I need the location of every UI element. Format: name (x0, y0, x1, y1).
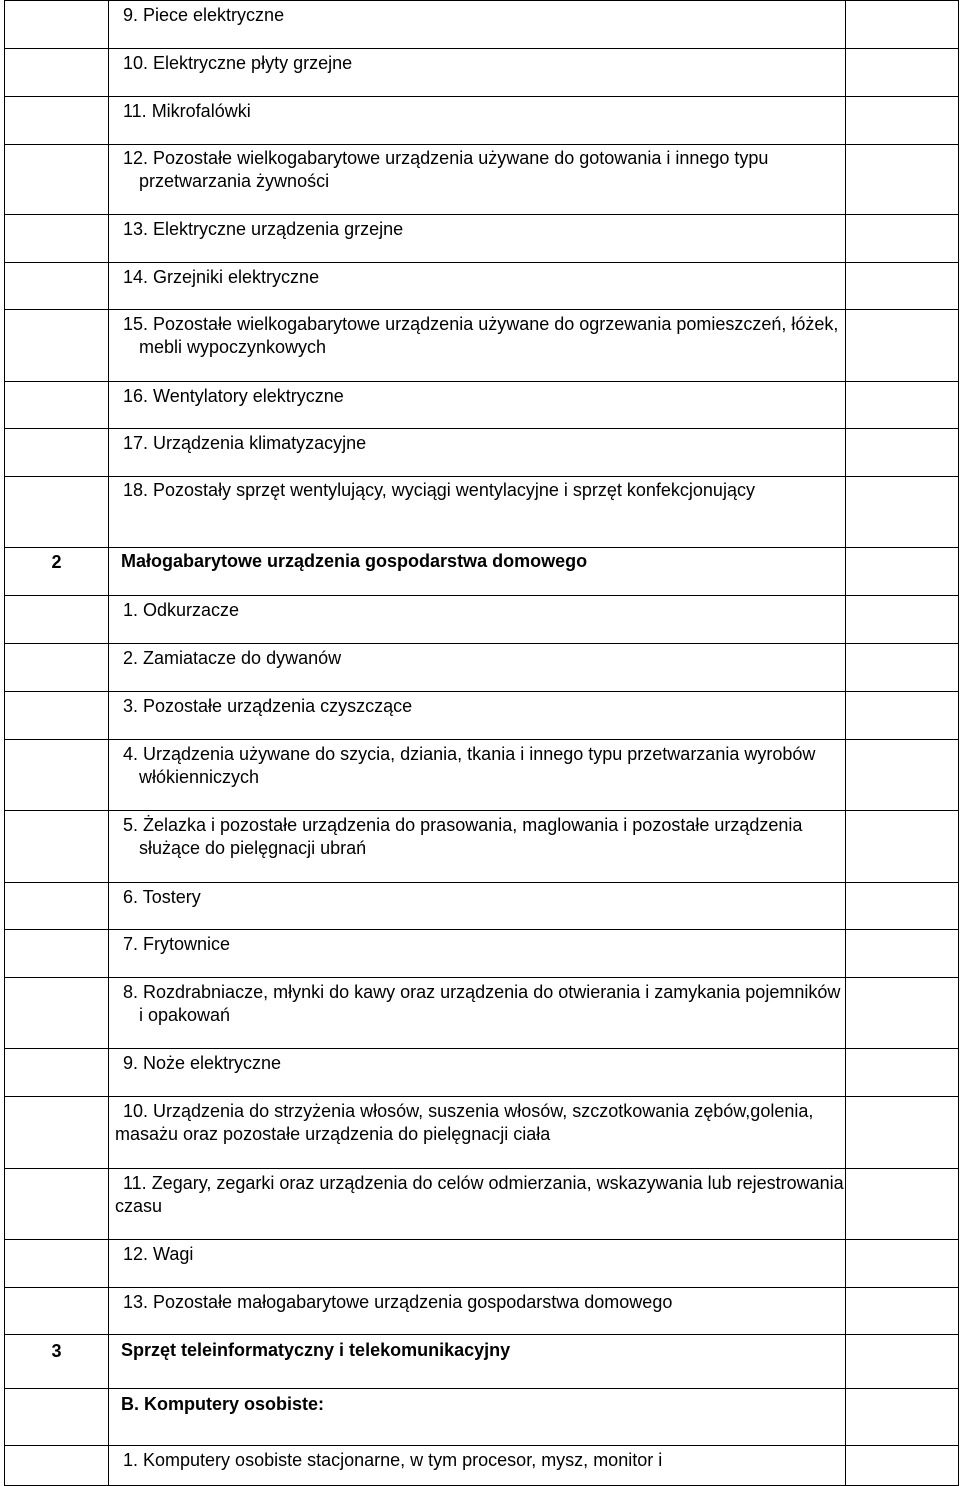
empty-cell (846, 692, 959, 740)
row-number (5, 310, 109, 382)
table-row (5, 1446, 959, 1486)
subcategory-row (5, 1389, 959, 1446)
table-row (5, 930, 959, 978)
table-row (5, 477, 959, 548)
item-text: 16. Wentylatory elektryczne (109, 382, 846, 429)
table-row (5, 644, 959, 692)
item-text: 9. Piece elektryczne (109, 1, 846, 49)
empty-cell (846, 883, 959, 930)
empty-cell (846, 1, 959, 49)
empty-cell (846, 1335, 959, 1389)
table-row (5, 97, 959, 145)
item-text: 17. Urządzenia klimatyzacyjne (109, 429, 846, 477)
table-row (5, 596, 959, 644)
empty-cell (846, 978, 959, 1049)
item-text: 12. Pozostałe wielkogabarytowe urządzenia używane do gotowania i innego typu przetwarzania żywności (109, 145, 846, 215)
table-row (5, 1169, 959, 1240)
row-number (5, 692, 109, 740)
table-row (5, 1097, 959, 1169)
row-number (5, 1097, 109, 1169)
row-number (5, 145, 109, 215)
empty-cell (846, 1446, 959, 1486)
table-row (5, 263, 959, 310)
empty-cell (846, 1240, 959, 1288)
table-row (5, 1049, 959, 1097)
category-number: 3 (5, 1335, 109, 1389)
row-number (5, 811, 109, 883)
table-row (5, 692, 959, 740)
empty-cell (846, 811, 959, 883)
empty-cell (846, 310, 959, 382)
category-row (5, 1335, 959, 1389)
empty-cell (846, 596, 959, 644)
subcategory-title: B. Komputery osobiste: (109, 1389, 846, 1446)
empty-cell (846, 97, 959, 145)
table-row (5, 382, 959, 429)
row-number (5, 740, 109, 811)
empty-cell (846, 644, 959, 692)
empty-cell (846, 1049, 959, 1097)
table-row (5, 883, 959, 930)
empty-cell (846, 1097, 959, 1169)
item-text: 18. Pozostały sprzęt wentylujący, wyciągi wentylacyjne i sprzęt konfekcjonujący (109, 477, 846, 548)
row-number (5, 1, 109, 49)
empty-cell (846, 477, 959, 548)
category-title: Sprzęt teleinformatyczny i telekomunikacyjny (109, 1335, 846, 1389)
row-number (5, 883, 109, 930)
row-number (5, 596, 109, 644)
item-text: 8. Rozdrabniacze, młynki do kawy oraz urządzenia do otwierania i zamykania pojemników i opakowań (109, 978, 846, 1049)
category-number: 2 (5, 548, 109, 596)
table-row (5, 145, 959, 215)
category-row (5, 548, 959, 596)
row-number (5, 429, 109, 477)
item-text: 6. Tostery (109, 883, 846, 930)
row-number (5, 930, 109, 978)
item-text: 13. Pozostałe małogabarytowe urządzenia gospodarstwa domowego (109, 1288, 846, 1335)
item-text: 14. Grzejniki elektryczne (109, 263, 846, 310)
empty-cell (846, 1169, 959, 1240)
row-number (5, 1288, 109, 1335)
item-text: 12. Wagi (109, 1240, 846, 1288)
table-row (5, 49, 959, 97)
table-row (5, 740, 959, 811)
table-row (5, 1288, 959, 1335)
row-number (5, 1169, 109, 1240)
row-number (5, 1049, 109, 1097)
row-number (5, 263, 109, 310)
item-text: 9. Noże elektryczne (109, 1049, 846, 1097)
item-text: 3. Pozostałe urządzenia czyszczące (109, 692, 846, 740)
empty-cell (846, 145, 959, 215)
item-text: 11. Zegary, zegarki oraz urządzenia do celów odmierzania, wskazywania lub rejestrowania czasu (109, 1169, 846, 1240)
item-text: 2. Zamiatacze do dywanów (109, 644, 846, 692)
item-text: 7. Frytownice (109, 930, 846, 978)
row-number (5, 215, 109, 263)
table-row (5, 429, 959, 477)
category-title: Małogabarytowe urządzenia gospodarstwa domowego (109, 548, 846, 596)
row-number (5, 382, 109, 429)
empty-cell (846, 1288, 959, 1335)
empty-cell (846, 740, 959, 811)
row-number (5, 49, 109, 97)
empty-cell (846, 215, 959, 263)
item-text: 10. Urządzenia do strzyżenia włosów, suszenia włosów, szczotkowania zębów,golenia, masażu oraz pozostałe urządzenia do pielęgnacji ciała (109, 1097, 846, 1169)
table-row (5, 811, 959, 883)
item-text: 5. Żelazka i pozostałe urządzenia do prasowania, maglowania i pozostałe urządzenia służące do pielęgnacji ubrań (109, 811, 846, 883)
item-text: 11. Mikrofalówki (109, 97, 846, 145)
table-row (5, 1240, 959, 1288)
item-text: 1. Komputery osobiste stacjonarne, w tym procesor, mysz, monitor i (109, 1446, 846, 1486)
empty-cell (846, 930, 959, 978)
row-number (5, 978, 109, 1049)
item-text: 1. Odkurzacze (109, 596, 846, 644)
row-number (5, 1446, 109, 1486)
item-text: 15. Pozostałe wielkogabarytowe urządzenia używane do ogrzewania pomieszczeń, łóżek, mebli wypoczynkowych (109, 310, 846, 382)
row-number (5, 477, 109, 548)
row-number (5, 644, 109, 692)
empty-cell (846, 263, 959, 310)
empty-cell (846, 1389, 959, 1446)
row-number (5, 1389, 109, 1446)
empty-cell (846, 49, 959, 97)
waste-equipment-table (4, 0, 959, 1486)
table-row (5, 1, 959, 49)
empty-cell (846, 429, 959, 477)
row-number (5, 1240, 109, 1288)
item-text: 4. Urządzenia używane do szycia, dziania, tkania i innego typu przetwarzania wyrobów włókienniczych (109, 740, 846, 811)
table-row (5, 310, 959, 382)
empty-cell (846, 382, 959, 429)
row-number (5, 97, 109, 145)
item-text: 10. Elektryczne płyty grzejne (109, 49, 846, 97)
table-row (5, 978, 959, 1049)
empty-cell (846, 548, 959, 596)
table-row (5, 215, 959, 263)
item-text: 13. Elektryczne urządzenia grzejne (109, 215, 846, 263)
